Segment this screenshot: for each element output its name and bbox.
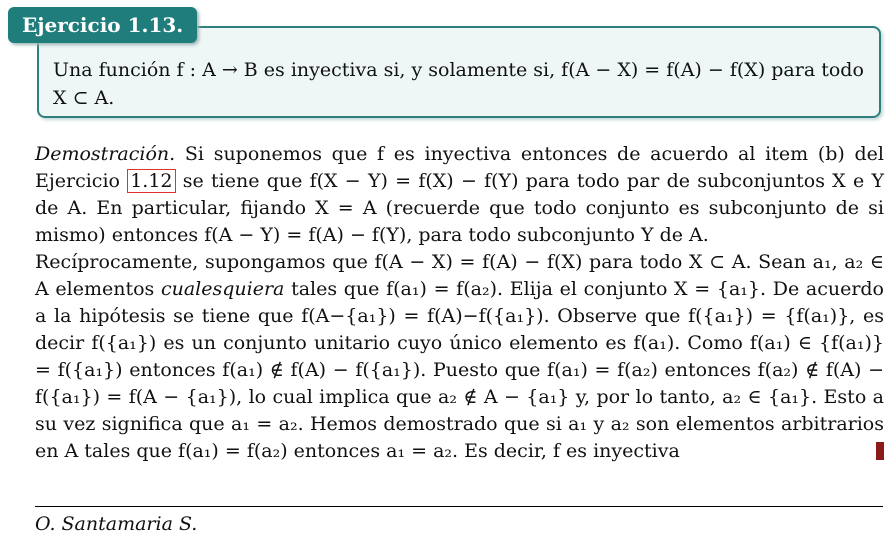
footer-author: O. Santamaria S. bbox=[35, 513, 198, 535]
proof-body bbox=[35, 141, 884, 465]
footer-rule bbox=[35, 506, 883, 507]
proof-text-1a: Si suponemos que f es inyectiva entonces de acuerdo al item (b) del Ejercicio bbox=[35, 143, 884, 192]
proof-paragraph-1 bbox=[35, 141, 884, 249]
statement-line-1: Una función f : A → B es inyectiva si, y solamente si, f(A − X) = f(A) − f(X) para todo bbox=[53, 59, 864, 81]
proof-paragraph-2 bbox=[35, 249, 884, 465]
qed-mark bbox=[876, 442, 884, 460]
proof-text-2a: Recíprocamente, supongamos que f(A − X) = f(A) − f(X) para todo X ⊂ A. Sean a₁, a₂ ∈ A elementos bbox=[35, 251, 884, 300]
proof-text-1b: se tiene que f(X − Y) = f(X) − f(Y) para todo par de subconjuntos X e Y de A. En particular, fijando X = A (recuerde que todo conjunto es subconjunto de si mismo) entonces f(A − Y) = f(A) − f(Y), para todo subconjunto Y de A. bbox=[35, 170, 884, 246]
exercise-statement bbox=[53, 56, 868, 112]
proof-text-2b: tales que f(a₁) = f(a₂). Elija el conjunto X = {a₁}. De acuerdo a la hipótesis se tiene que f(A−{a₁}) = f(A)−f({a₁}). Observe que f({a₁}) = {f(a₁)}, es decir f({a₁}) es un conjunto unitario cuyo único elemento es f(a₁). Como f(a₁) ∈ {f(a₁)} = f({a₁}) entonces f(a₁) ∉ f(A) − f({a₁}). Puesto que f(a₁) = f(a₂) entonces f(a₂) ∉ f(A) − f({a₁}) = f(A − {a₁}), lo cual implica que a₂ ∉ A − {a₁} y, por lo tanto, a₂ ∈ {a₁}. Esto a su vez significa que a₁ = a₂. Hemos demostrado que si a₁ y a₂ son elementos arbitrarios en A tales que f(a₁) = f(a₂) entonces a₁ = a₂. Es decir, f es inyectiva bbox=[35, 278, 884, 462]
exercise-title: Ejercicio 1.13. bbox=[8, 7, 197, 43]
statement-line-2: X ⊂ A. bbox=[53, 87, 115, 109]
proof-label: Demostración. bbox=[35, 143, 176, 165]
exercise-reference-link[interactable]: 1.12 bbox=[127, 169, 175, 193]
emphasis-text: cualesquiera bbox=[160, 278, 285, 300]
